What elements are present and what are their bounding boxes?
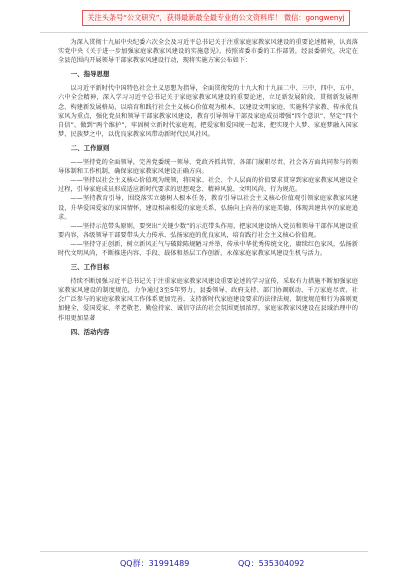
section-heading-guiding-ideology: 一、指导思想	[70, 70, 110, 79]
section-heading-work-principles: 二、工作原则	[70, 143, 110, 152]
footer	[0, 557, 408, 571]
document-body	[58, 38, 358, 342]
principle-paragraph: ——坚持教育引导，围绕落实立德树人根本任务，教育引导以社会主义核心价值观引领家庭家教家风建设，升华爱国爱家的家国情怀，建设相亲相爱的家庭关系，弘扬向上向善的家庭美德，体现共建共享的家庭追求。	[58, 195, 358, 221]
principle-paragraph: ——坚持党的全面领导，完善党委统一领导、党政齐抓共管、各部门履职尽责、社会各方面共同参与的领导体制和工作机制，确保家庭家教家风建设正确方向。	[58, 159, 358, 176]
qq-group-number: QQ群：31991489	[120, 559, 190, 568]
principle-paragraph: ——坚持守正创新，树立新风正气与破除陈规陋习并举，传承中华优秀传统文化，赓续红色家风，弘扬新时代文明风尚，不断推进内容、手段、载体和基层工作创新，永葆家庭家教家风建设生机与活力。	[58, 240, 358, 257]
guiding-ideology-paragraph: 以习近平新时代中国特色社会主义思想为指导，全面贯彻党的十九大和十九届二中、三中、四中、五中、六中全会精神，深入学习习近平总书记关于家庭家教家风建设的重要论述，立足新发展阶段、贯彻新发展理念、构建新发展格局，以培育和践行社会主义核心价值观为根本，以建设文明家庭、实施科学家教、传承优良家风为重点，强化党员和领导干部家教家风建设，教育引导领导干部及家庭成员增强“四个意识”、坚定“四个自信”、做到“两个维护”，牢固树立新时代家庭观，把爱家和爱国统一起来，把实现个人梦、家庭梦融入国家梦、民族梦之中，以优良家教家风带动新时代民风社风。	[58, 85, 358, 138]
section-heading-work-goals: 三、工作目标	[70, 263, 110, 272]
intro-paragraph: 为深入贯彻十九届中央纪委六次全会及习近平总书记关于注重家庭家教家风建设的重要论述精神，认真落实党中央《关于进一步加强家庭家教家风建设的实施意见》，按照省委市委的工作部署，经县委研究，决定在全县范围内开展领导干部家教家风建设行动，现将实施方案公布如下：	[58, 39, 358, 65]
work-goals-paragraph: 持续不断加强习近平总书记关于注重家庭家教家风建设重要论述的学习宣传，采取有力措施不断加强家庭家教家风建设的制度规范，力争通过3至5年努力，县委领导、政府支持、部门协调联动、千万家庭尽责、社会广泛参与的家庭家教家风工作体系更加完善，支持新时代家庭建设要求的法律法规、制度规范和行为准则更加健全，爱国爱家、孝老敬老、勤俭持家、诚信守法的社会氛围更加浓厚，家庭家教家风建设在县域治理中的作用更加显著	[58, 278, 358, 322]
section-heading-activities: 四、活动内容	[70, 327, 110, 336]
principle-paragraph: ——坚持示范带头原则，要突出“关键少数”的示范带头作用，把家风建设纳入党员和领导干部作风建设重要内容，各级领导干部要带头大力传承、弘扬家庭的优良家风，培育践行社会主义核心价值观。	[58, 222, 358, 239]
footer-divider	[40, 551, 368, 552]
qq-number: QQ：535304092	[238, 559, 305, 568]
promo-banner[interactable]: 关注头条号“公文研究”，获得最新最全最专业的公文资料库！ 微信：gongwenyj	[82, 10, 350, 26]
principle-paragraph: ——坚持以社会主义核心价值观为统领，将国家、社会、个人层面的价值要求贯穿到家庭家教家风建设全过程，引导家庭成员形成适应新时代要求的思想观念、精神风貌、文明风尚、行为规范。	[58, 177, 358, 194]
header-divider	[40, 32, 368, 33]
